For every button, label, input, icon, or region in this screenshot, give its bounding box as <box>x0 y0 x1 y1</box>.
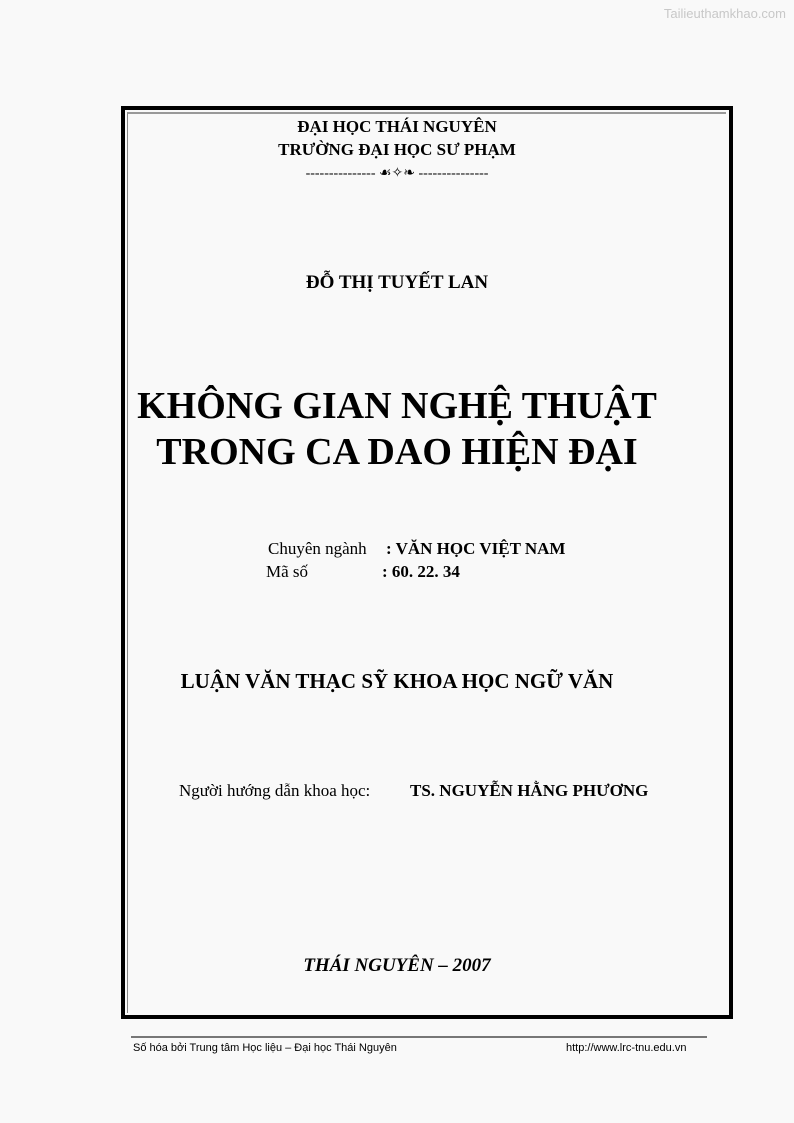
specialty-label: Chuyên ngành <box>268 539 367 558</box>
footer-url[interactable]: http://www.lrc-tnu.edu.vn <box>566 1042 687 1054</box>
advisor-name: TS. NGUYỄN HẰNG PHƯƠNG <box>410 781 649 800</box>
place-year: THÁI NGUYÊN – 2007 <box>303 955 491 976</box>
school-name: TRƯỜNG ĐẠI HỌC SƯ PHẠM <box>278 140 516 159</box>
ornament-divider: --------------- ☙✧❧ --------------- <box>305 166 489 181</box>
advisor-label: Người hướng dẫn khoa học: <box>179 781 371 800</box>
author-name: ĐỖ THỊ TUYẾT LAN <box>305 272 489 293</box>
code-label: Mã số <box>266 562 309 581</box>
footer-divider <box>131 1036 707 1038</box>
footer-credit: Số hóa bởi Trung tâm Học liệu – Đại học Thái Nguyên <box>133 1042 397 1054</box>
code-value: : 60. 22. 34 <box>382 562 460 581</box>
thesis-title-line1: KHÔNG GIAN NGHỆ THUẬT <box>137 385 657 427</box>
degree-type: LUẬN VĂN THẠC SỸ KHOA HỌC NGỮ VĂN <box>180 669 614 693</box>
thesis-title-line2: TRONG CA DAO HIỆN ĐẠI <box>156 431 638 473</box>
watermark: Tailieuthamkhao.com <box>663 6 786 21</box>
university-name: ĐẠI HỌC THÁI NGUYÊN <box>297 117 497 136</box>
specialty-value: : VĂN HỌC VIỆT NAM <box>386 539 566 558</box>
